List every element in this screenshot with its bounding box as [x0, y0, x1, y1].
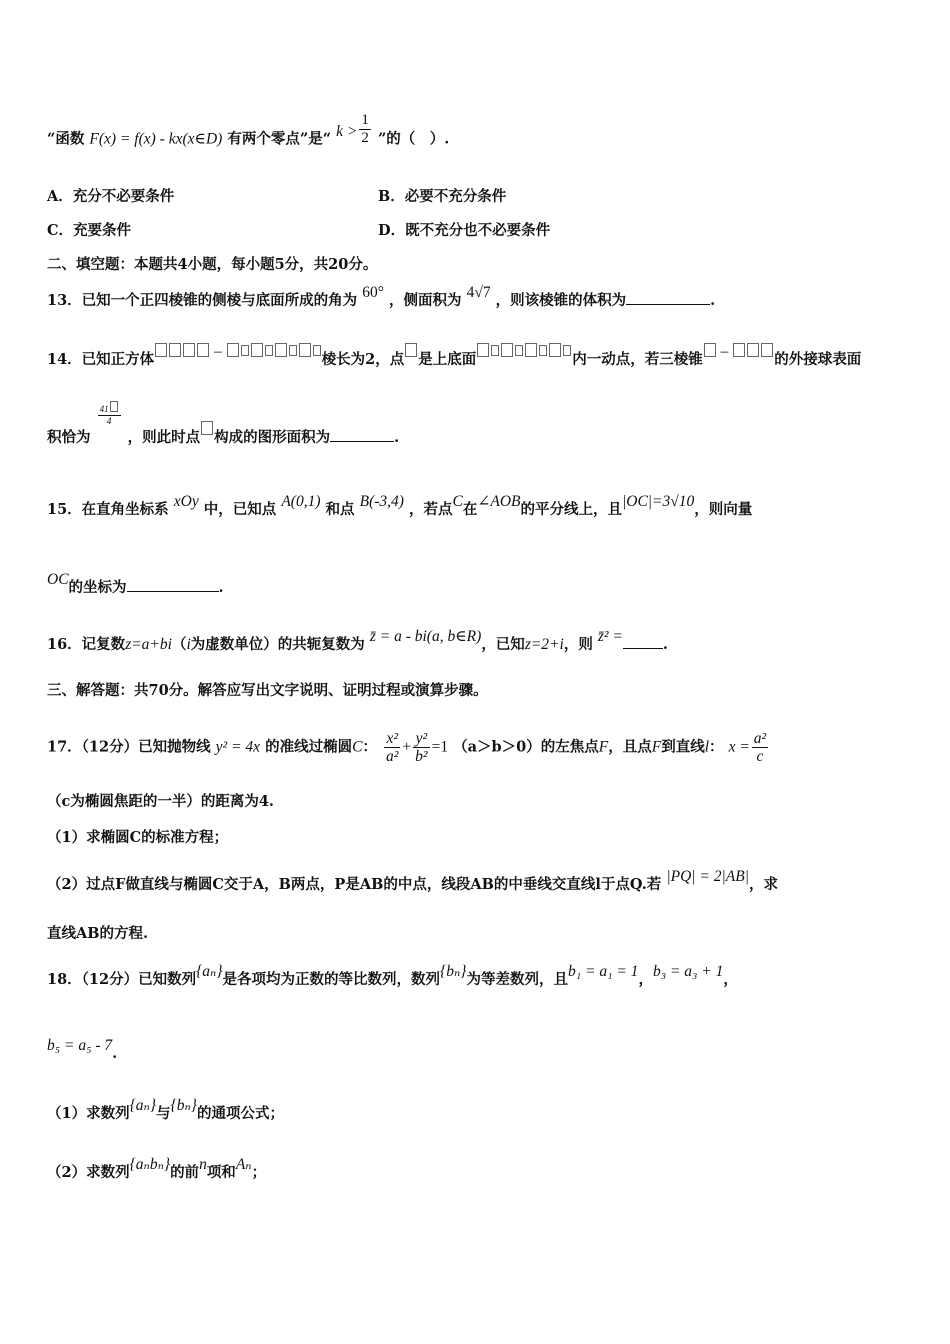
section-2-heading: 二、填空题：本题共4小题，每小题5分，共20分。 — [47, 256, 378, 273]
q17-frac-line: $\frac{\text{a²}}{c}$ — [753, 730, 767, 765]
q12-cond-frac: $\frac{1}{2}$ — [361, 112, 369, 146]
q14-text2: 棱长为2，点 — [321, 351, 405, 368]
q18-part1 — [47, 1097, 284, 1124]
q15-line1 — [47, 493, 753, 520]
q17-parabola: y² = 4x — [215, 738, 261, 756]
q17-c-name: C — [352, 738, 363, 756]
q15-point-b: B(-3,4) — [359, 493, 404, 510]
q15-text4: ，若点 — [409, 501, 453, 518]
q18-p2-end: ； — [251, 1164, 267, 1181]
q15-text8: 的坐标为 — [68, 579, 127, 596]
q17-cond: （a＞b＞0）的左焦点 — [453, 738, 599, 756]
q14-text3: 是上底面 — [418, 351, 477, 368]
q17-text5: 到直线 — [661, 738, 705, 756]
q18-p2-seq: {aₙbₙ} — [129, 1156, 171, 1173]
q14-text1: 14．已知正方体 — [47, 351, 155, 368]
q17-text2: 的准线过椭圆 — [265, 738, 353, 756]
q12-line — [47, 112, 450, 157]
q17-p2-formula: |PQ| = 2|AB| — [666, 868, 749, 885]
q13-answer-blank[interactable] — [626, 290, 710, 305]
q14-text4: 内一动点，若三棱锥 — [572, 351, 703, 368]
q18-p2-sum: Aₙ — [235, 1156, 252, 1173]
q18-p2-text1: （2）求数列 — [47, 1164, 130, 1181]
q17-line2: （c为椭圆焦距的一半）的距离为4. — [47, 793, 274, 810]
q14-text7: ，则此时点 — [127, 429, 201, 446]
q17-p2-text2: ，求 — [748, 876, 778, 893]
q16-end: . — [662, 636, 668, 653]
q16-line — [47, 628, 668, 655]
q15-angle: ∠AOB — [477, 493, 521, 510]
q14-pyramid-glyphs: – — [703, 343, 775, 360]
q16-ask: z̄² = — [597, 628, 623, 645]
q16-text2: （ — [171, 636, 187, 653]
q18-eq1: b₁ = a₁ = 1 — [567, 963, 639, 980]
q17-p2-text1: （2）过点F做直线与椭圆C交于A，B两点，P是AB的中点，线段AB的中垂线交直线l于点Q.若 — [47, 876, 662, 893]
q14-point2-glyph — [201, 421, 213, 435]
q17-part2-line2: 直线AB的方程. — [47, 925, 149, 942]
q17-plus: + — [402, 738, 412, 756]
q18-comma2: ， — [723, 971, 738, 988]
section-3-heading: 三、解答题：共70分。解答应写出文字说明、证明过程或演算步骤。 — [47, 682, 488, 699]
q15-line2 — [47, 571, 224, 598]
q13-area: 4√7 — [466, 284, 491, 301]
q15-text2: 中，已知点 — [203, 501, 277, 518]
q18-bn: {bₙ} — [440, 963, 467, 980]
q18-p1-an: {aₙ} — [129, 1097, 157, 1114]
q18-eq2: b₃ = a₃ + 1 — [652, 963, 724, 980]
q15-end: . — [218, 579, 224, 596]
q16-conjugate: z̄ = a - bi(a, b∈R) — [369, 628, 482, 645]
q18-text1: 18．（12分）已知数列 — [47, 971, 197, 988]
q14-end: . — [394, 429, 400, 446]
q18-line2 — [47, 1037, 118, 1064]
q12-formula: F(x) = f(x) - kx(x∈D) — [89, 130, 223, 148]
q14-point-glyph — [405, 343, 417, 357]
q15-point-a: A(0,1) — [281, 493, 321, 510]
q12-suffix: ”的（ ）. — [377, 130, 450, 148]
q15-text5: 在 — [462, 501, 478, 518]
q18-p2-n: n — [199, 1156, 207, 1173]
q16-given: z=2+i — [524, 636, 564, 653]
q15-text6: 的平分线上，且 — [520, 501, 622, 518]
q17-frac-x: $\frac{\text{x²}}{\text{a²}}$ — [386, 730, 399, 765]
q17-eq1: =1 — [431, 738, 449, 756]
q13-line — [47, 284, 716, 311]
q13-text1: 13．已知一个正四棱锥的侧棱与底面所成的角为 — [47, 292, 358, 309]
q13-text2: ，侧面积为 — [389, 292, 462, 309]
q16-text4: ，已知 — [481, 636, 525, 653]
q17-text6: ： — [709, 738, 724, 756]
q12-mid: 有两个零点”是“ — [227, 130, 332, 148]
q16-z: z=a+bi — [125, 636, 172, 653]
q17-line1 — [47, 730, 770, 765]
q17-frac-y: $\frac{\text{y²}}{\text{b²}}$ — [415, 730, 428, 765]
q15-sys: xOy — [173, 493, 199, 510]
q14-text5: 的外接球表面 — [774, 351, 862, 368]
q18-text2: 是各项均为正数的等比数列，数列 — [222, 971, 441, 988]
q15-vector: OC — [47, 571, 69, 588]
q16-answer-blank[interactable] — [623, 634, 663, 649]
q16-text1: 16．记复数 — [47, 636, 126, 653]
q14-frac: $\frac{41}{4}$ — [98, 401, 121, 427]
q12-prefix: “函数 — [47, 130, 85, 148]
q18-text3: 为等差数列，且 — [466, 971, 568, 988]
q18-comma: ， — [638, 971, 653, 988]
q18-p1-bn: {bₙ} — [170, 1097, 197, 1114]
option-d: D．既不充分也不必要条件 — [378, 222, 551, 239]
q17-text4: ，且点 — [608, 738, 652, 756]
q16-text3: 为虚数单位）的共轭复数为 — [190, 636, 365, 653]
q17-f: F — [598, 738, 609, 756]
q15-mod: |OC|=3√10 — [621, 493, 695, 510]
q16-text5: ，则 — [563, 636, 593, 653]
q12-cond-lhs: k > — [336, 122, 358, 140]
q18-eq3: b₅ = a₅ - 7 — [47, 1037, 113, 1054]
q15-text1: 15．在直角坐标系 — [47, 501, 169, 518]
q18-p1-text3: 的通项公式； — [196, 1105, 284, 1122]
q13-text3: ，则该棱锥的体积为 — [495, 292, 627, 309]
q18-p1-text1: （1）求数列 — [47, 1105, 130, 1122]
option-a: A．充分不必要条件 — [47, 188, 175, 205]
q13-end: . — [710, 292, 716, 309]
option-c: C．充要条件 — [47, 222, 132, 239]
q15-text7: ，则向量 — [694, 501, 753, 518]
q15-text3: 和点 — [325, 501, 355, 518]
q18-an: {aₙ} — [196, 963, 223, 980]
option-b: B．必要不充分条件 — [378, 188, 507, 205]
q13-angle: 60° — [362, 284, 384, 301]
q15-point-c: C — [452, 493, 463, 510]
q14-text8: 构成的图形面积为 — [214, 429, 331, 446]
q14-face-glyphs — [476, 343, 572, 360]
q14-line2 — [47, 404, 400, 451]
q14-cube-glyphs: – — [154, 343, 322, 360]
q17-text3: ： — [362, 738, 377, 756]
q17-part1: （1）求椭圆C的标准方程； — [47, 829, 229, 846]
q18-line1 — [47, 963, 738, 990]
q16-i: i — [186, 636, 191, 653]
q15-answer-blank[interactable] — [127, 577, 219, 592]
q14-line1 — [47, 343, 862, 370]
q17-line-lhs: x = — [728, 738, 750, 756]
q18-p2-text2: 的前 — [170, 1164, 200, 1181]
q18-p1-text2: 与 — [156, 1105, 171, 1122]
q14-text6: 积恰为 — [47, 429, 91, 446]
q17-text1: 17．（12分）已知抛物线 — [47, 738, 211, 756]
q18-part2 — [47, 1156, 267, 1183]
q17-part2 — [47, 868, 778, 895]
q17-f2: F — [651, 738, 662, 756]
q18-end: . — [112, 1045, 118, 1062]
q14-answer-blank[interactable] — [330, 427, 394, 442]
q17-l: l — [704, 738, 710, 756]
q18-p2-text3: 项和 — [206, 1164, 236, 1181]
